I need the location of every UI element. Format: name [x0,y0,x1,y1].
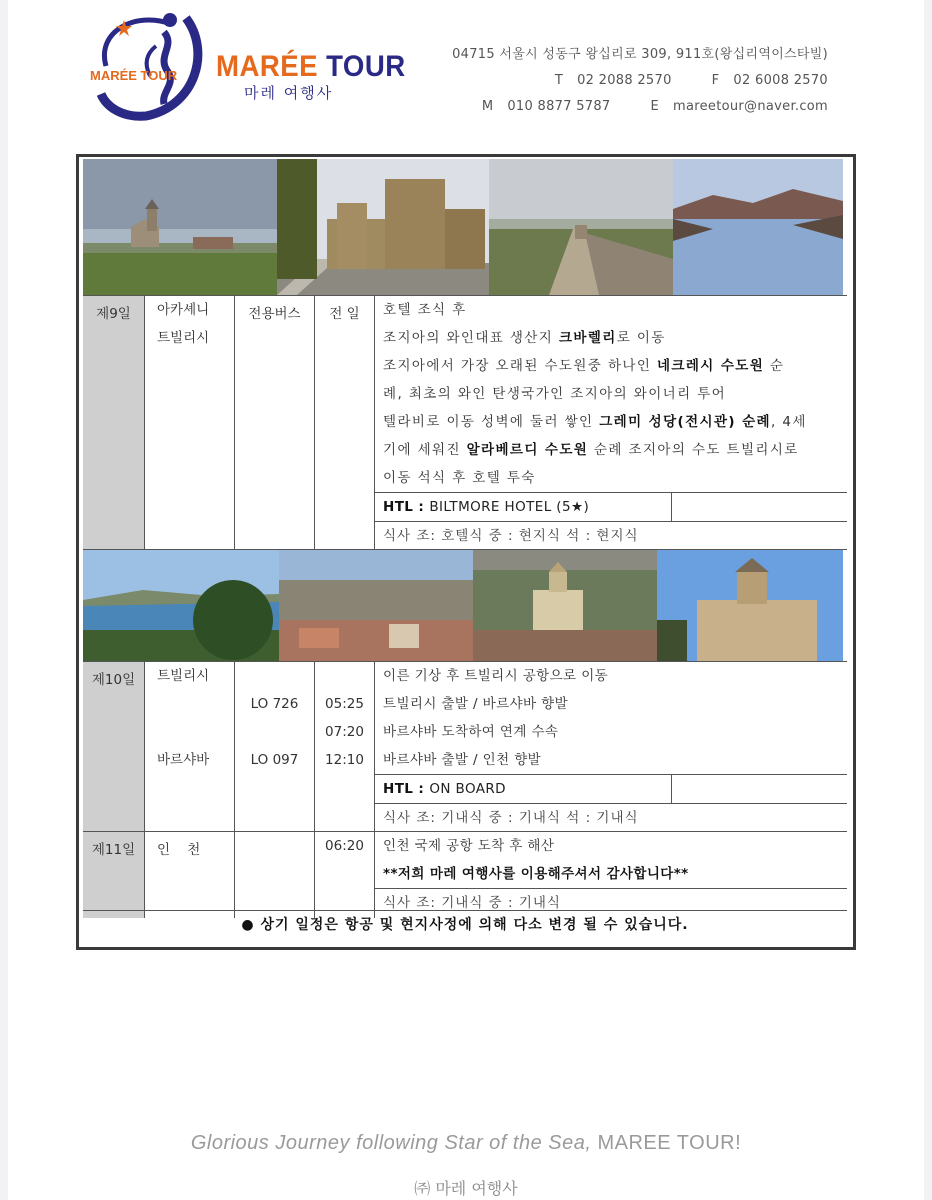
phone-fax-line [452,68,828,94]
schedule-line: 트빌리시 출발 / 바르샤바 향발 [383,696,569,712]
time-cell [315,662,375,832]
hotel-label: HTL : [383,781,430,797]
meal-info: 식사 조: 기내식 중 : 기내식 [383,895,561,911]
city-cell: 인 천 [145,832,235,918]
time-value: 05:25 [325,696,364,712]
lake-photo [673,159,843,295]
photo-strip-day10 [83,549,847,662]
schedule-cell [375,662,847,832]
schedule-cell [375,832,847,918]
meal-info: 식사 조: 호텔식 중 : 현지식 석 : 현지식 [383,528,639,544]
schedule-line: 조지아에서 가장 오래된 수도원중 하나인 네크레시 수도원 순 [383,358,785,374]
flight-number: LO 726 [250,696,299,712]
brand-name-part2: TOUR [326,50,406,83]
coast-photo [83,550,279,662]
hotel-name: ON BOARD [429,781,506,797]
city-cell [145,662,235,832]
city-name: 아카셰니 [157,302,210,318]
day11-row [83,831,847,918]
fax: 02 6008 2570 [733,73,828,88]
schedule-line: 이른 기상 후 트빌리시 공항으로 이동 [383,668,609,684]
brand-name-en [216,50,406,84]
time-cell: 전 일 [315,296,375,550]
slogan-text: Glorious Journey following Star of the Sea, [190,1132,598,1154]
day10-row [83,661,847,832]
tel-label: T [554,73,564,88]
city-cell [145,296,235,550]
footer-slogan [0,1132,932,1155]
contact-info [452,42,828,120]
schedule-cell [375,296,847,550]
time-value: 07:20 [325,724,364,740]
cathedral-aerial-photo [473,550,657,662]
mobile: 010 8877 5787 [507,99,611,114]
schedule-line: 례, 최초의 와인 탄생국가인 조지아의 와이너리 투어 [383,386,727,402]
city-name: 바르샤바 [157,752,210,768]
hotel-label: HTL : [383,499,430,515]
schedule-line: 바르샤바 출발 / 인천 향발 [383,752,542,768]
schedule-line: 호텔 조식 후 [383,302,467,318]
brand-name-ko: 마레 여행사 [244,84,334,102]
meal-info: 식사 조: 기내식 중 : 기내식 석 : 기내식 [383,810,639,826]
city-wall-photo [489,159,673,295]
schedule-line: 기에 세워진 알라베르디 수도원 순례 조지아의 수도 트빌리시로 [383,442,799,458]
schedule-line: 텔라비로 이동 성벽에 둘러 쌓인 그레미 성당(전시관) 순례, 4세 [383,414,807,430]
photo-strip-day9 [83,159,847,295]
schedule-line: 인천 국제 공항 도착 후 해산 [383,838,555,854]
church-photo [657,550,843,662]
schedule-line: 조지아의 와인대표 생산지 크바렐리로 이동 [383,330,666,346]
schedule-change-note: ● 상기 일정은 항공 및 현지사정에 의해 다소 변경 될 수 있습니다. [83,910,847,939]
tbilisi-city-photo [279,550,473,662]
hotel-row [375,492,847,522]
time-value: 12:10 [325,752,364,768]
day-label: 제11일 [83,832,145,918]
city-name: 트빌리시 [157,668,210,684]
brand-name-part1: MARÉE [216,50,327,83]
day-label: 제9일 [83,296,145,550]
day9-row [83,295,847,550]
logo-text: MARÉE TOUR [90,68,178,83]
hotel-name: BILTMORE HOTEL (5★) [429,499,590,515]
fortress-photo [277,159,489,295]
day-label: 제10일 [83,662,145,832]
monastery-photo [83,159,277,295]
itinerary-table [76,154,856,950]
transport-cell: 전용버스 [235,296,315,550]
hotel-row [375,774,847,804]
flight-cell [235,662,315,832]
flight-number: LO 097 [250,752,299,768]
city-name: 트빌리시 [157,330,210,346]
email: mareetour@naver.com [673,99,828,114]
email-label: E [650,99,660,114]
schedule-line: 바르샤바 도착하여 연계 수속 [383,724,559,740]
maree-tour-logo [86,6,206,126]
tel: 02 2088 2570 [577,73,672,88]
mobile-email-line [452,94,828,120]
slogan-brand: MAREE TOUR! [597,1132,742,1154]
time-cell: 06:20 [315,832,375,918]
thanks-line: **저희 마레 여행사를 이용해주셔서 감사합니다** [375,860,847,889]
fax-label: F [711,73,720,88]
address: 04715 서울시 성동구 왕십리로 309, 911호(왕십리역이스타빌) [452,47,828,62]
schedule-line: 이동 석식 후 호텔 투숙 [383,470,536,486]
brand-name [216,50,422,103]
transport-cell [235,832,315,918]
mobile-label: M [481,99,494,114]
footer-company: ㈜ 마레 여행사 [414,1179,518,1198]
